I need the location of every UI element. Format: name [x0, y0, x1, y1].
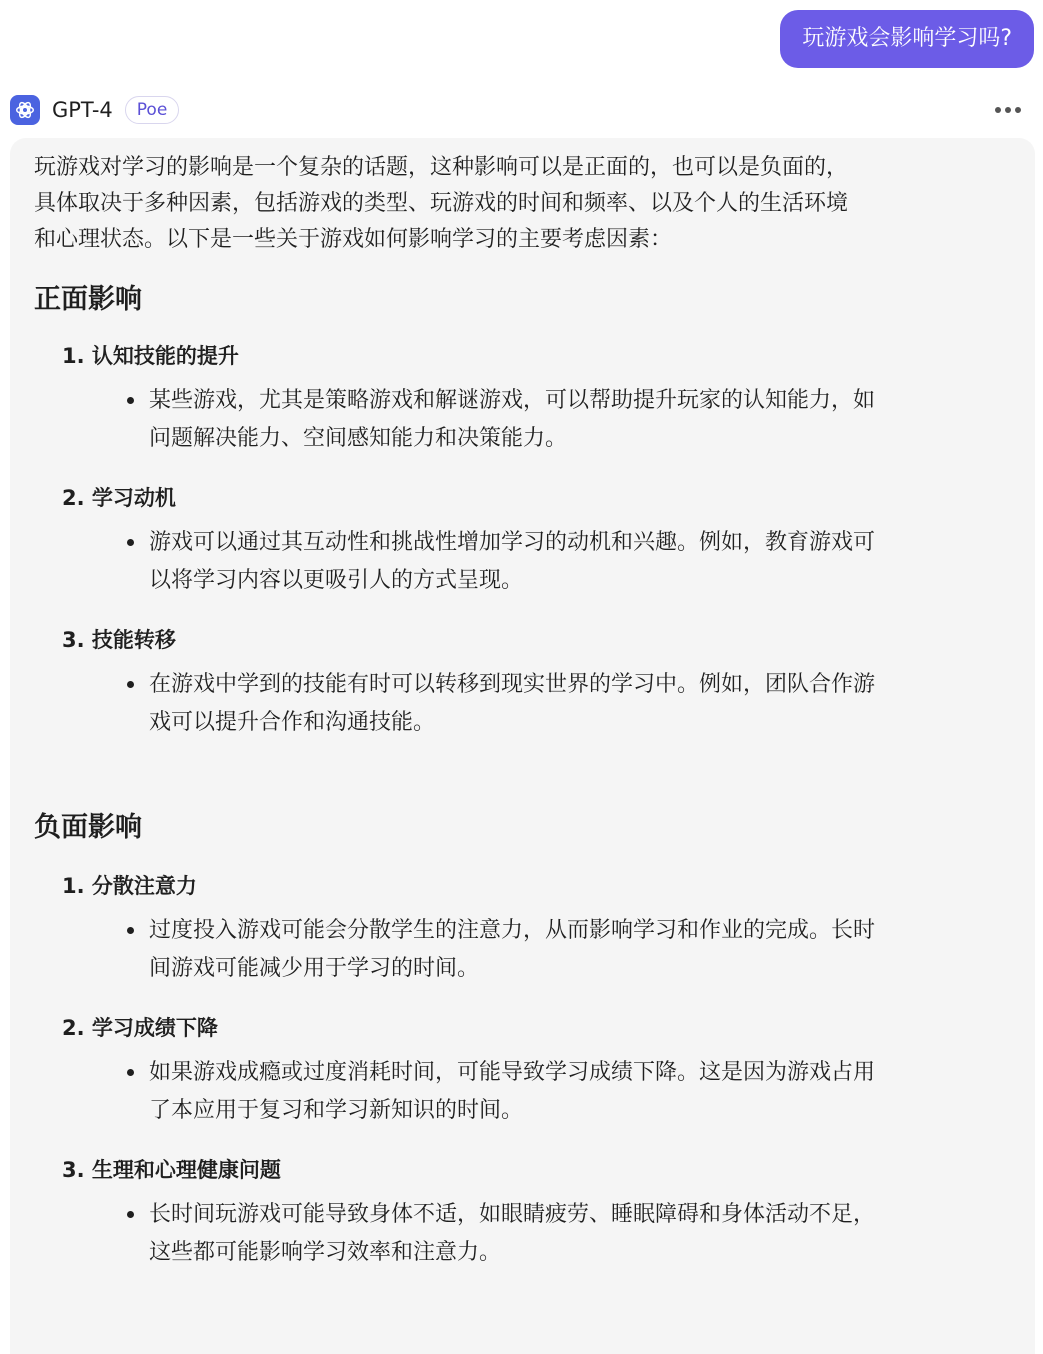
bullet-text: 以将学习内容以更吸引人的方式呈现。 [149, 568, 524, 593]
bullet-item [34, 524, 1011, 600]
bullet-text: 间游戏可能减少用于学习的时间。 [149, 956, 480, 981]
bullet-dot [127, 539, 134, 546]
bullet-text: 问题解决能力、空间感知能力和决策能力。 [149, 426, 568, 451]
bullet-dot [127, 1069, 134, 1076]
bullet-dot [127, 681, 134, 688]
bullet-item [34, 1054, 1011, 1130]
bullet-text: 过度投入游戏可能会分散学生的注意力，从而影响学习和作业的完成。长时 [149, 918, 876, 943]
intro-line: 具体取决于多种因素，包括游戏的类型、玩游戏的时间和频率、以及个人的生活环境 [34, 191, 849, 216]
bullet-text: 在游戏中学到的技能有时可以转移到现实世界的学习中。例如，团队合作游 [149, 672, 876, 697]
bot-answer-bubble [10, 138, 1035, 1354]
bot-platform-badge: Poe [125, 96, 180, 124]
list-item-title: 2. 学习成绩下降 [62, 1016, 218, 1040]
bullet-dot [127, 927, 134, 934]
user-message-bubble: 玩游戏会影响学习吗? [780, 10, 1034, 68]
section-title: 负面影响 [34, 812, 142, 843]
bullet-item [34, 666, 1011, 742]
list-item-title: 3. 生理和心理健康问题 [62, 1158, 281, 1182]
bullet-item [34, 1196, 1011, 1272]
bullet-text: 这些都可能影响学习效率和注意力。 [149, 1240, 502, 1265]
openai-logo-icon [10, 95, 40, 125]
bullet-text: 游戏可以通过其互动性和挑战性增加学习的动机和兴趣。例如，教育游戏可 [149, 530, 876, 555]
bot-header [10, 92, 1033, 128]
bot-name[interactable]: GPT-4 [52, 98, 113, 122]
list-item-title: 1. 分散注意力 [62, 874, 197, 898]
bullet-text: 长时间玩游戏可能导致身体不适，如眼睛疲劳、睡眠障碍和身体活动不足， [149, 1202, 876, 1227]
bullet-text: 如果游戏成瘾或过度消耗时间，可能导致学习成绩下降。这是因为游戏占用 [149, 1060, 876, 1085]
bullet-text: 某些游戏，尤其是策略游戏和解谜游戏，可以帮助提升玩家的认知能力，如 [149, 388, 876, 413]
more-horizontal-icon[interactable] [995, 98, 1021, 122]
list-item-title: 3. 技能转移 [62, 628, 176, 652]
bullet-item [34, 912, 1011, 988]
bullet-text: 了本应用于复习和学习新知识的时间。 [149, 1098, 524, 1123]
intro-line: 玩游戏对学习的影响是一个复杂的话题，这种影响可以是正面的，也可以是负面的， [34, 155, 849, 180]
bullet-dot [127, 1211, 134, 1218]
section-title: 正面影响 [34, 284, 142, 315]
bullet-item [34, 382, 1011, 458]
bullet-dot [127, 397, 134, 404]
bullet-text: 戏可以提升合作和沟通技能。 [149, 710, 436, 735]
list-item-title: 2. 学习动机 [62, 486, 176, 510]
intro-line: 和心理状态。以下是一些关于游戏如何影响学习的主要考虑因素： [34, 227, 673, 252]
list-item-title: 1. 认知技能的提升 [62, 344, 239, 368]
